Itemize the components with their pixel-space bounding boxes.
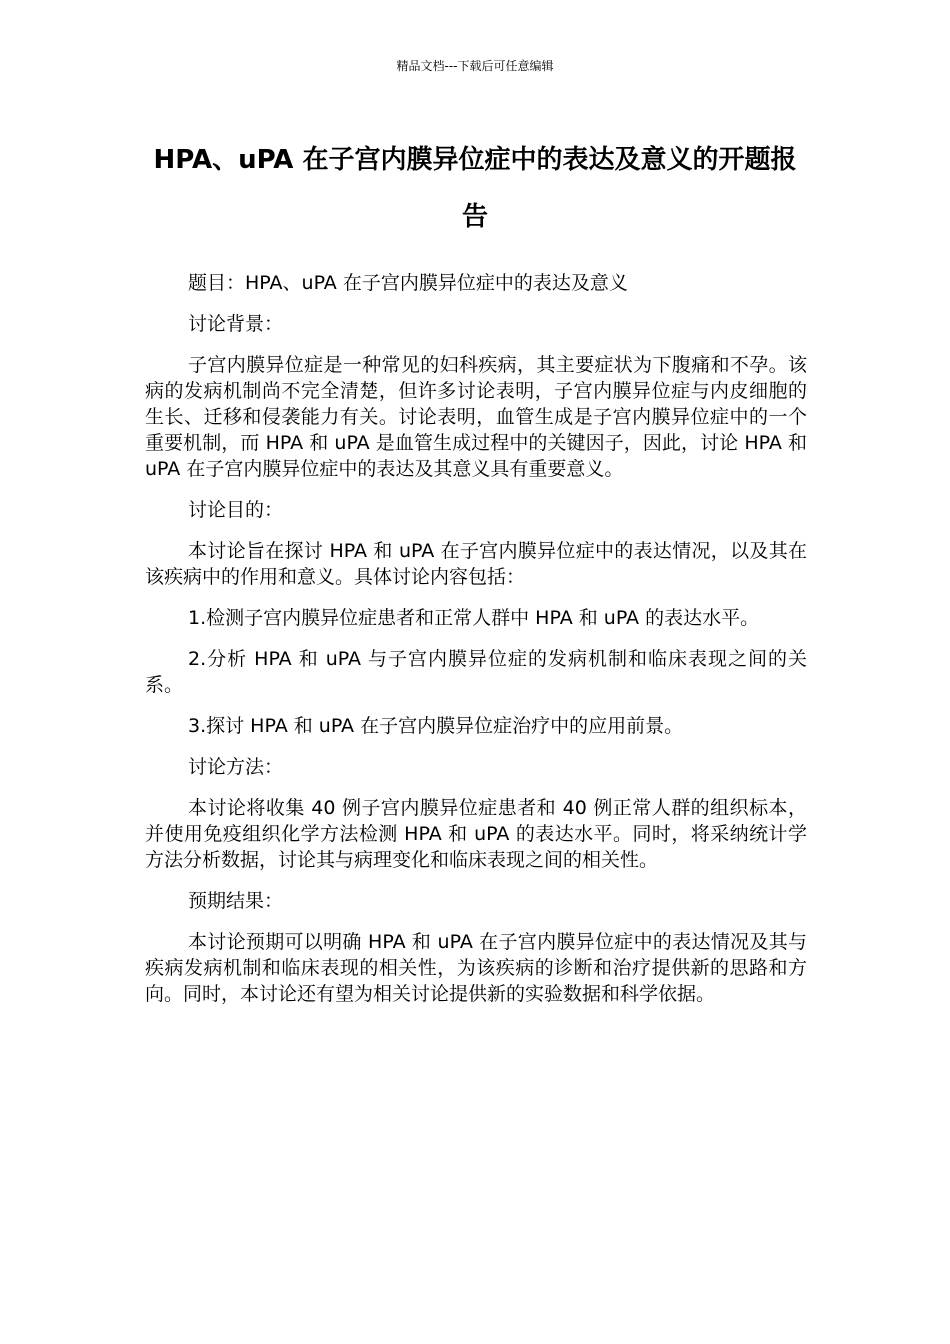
objective-item-1: 1.检测子宫内膜异位症患者和正常人群中 HPA 和 uPA 的表达水平。	[188, 607, 760, 629]
expected-results-paragraph: 本讨论预期可以明确 HPA 和 uPA 在子宫内膜异位症中的表达情况及其与疾病发病机制和临床表现的相关性，为该疾病的诊断和治疗提供新的思路和方向。同时，本讨论还有望为相关讨论提供新的实验数据和科学依据。	[145, 931, 807, 1005]
document-title: HPA、uPA 在子宫内膜异位症中的表达及意义的开题报告	[153, 145, 797, 232]
topic-line: 题目：HPA、uPA 在子宫内膜异位症中的表达及意义	[188, 272, 628, 294]
document-body	[145, 270, 807, 1022]
objective-item-3: 3.探讨 HPA 和 uPA 在子宫内膜异位症治疗中的应用前景。	[188, 715, 684, 737]
objective-paragraph: 本讨论旨在探讨 HPA 和 uPA 在子宫内膜异位症中的表达情况，以及其在该疾病中的作用和意义。具体讨论内容包括：	[145, 540, 807, 588]
page-header: 精品文档---下载后可任意编辑	[396, 59, 554, 73]
section-heading-methods: 讨论方法：	[188, 756, 284, 778]
background-paragraph: 子宫内膜异位症是一种常见的妇科疾病，其主要症状为下腹痛和不孕。该病的发病机制尚不完全清楚，但许多讨论表明，子宫内膜异位症与内皮细胞的生长、迁移和侵袭能力有关。讨论表明，血管生成是子宫内膜异位症中的一个重要机制，而 HPA 和 uPA 是血管生成过程中的关键因子，因此，讨论 HPA 和 uPA 在子宫内膜异位症中的表达及其意义具有重要意义。	[145, 354, 807, 480]
objective-item-2: 2.分析 HPA 和 uPA 与子宫内膜异位症的发病机制和临床表现之间的关系。	[145, 648, 807, 696]
section-heading-objective: 讨论目的：	[188, 499, 284, 521]
methods-paragraph: 本讨论将收集 40 例子宫内膜异位症患者和 40 例正常人群的组织标本，并使用免疫组织化学方法检测 HPA 和 uPA 的表达水平。同时，将采纳统计学方法分析数据，讨论其与病理变化和临床表现之间的相关性。	[145, 797, 807, 871]
section-heading-background: 讨论背景：	[188, 313, 284, 335]
section-heading-expected-results: 预期结果：	[188, 890, 284, 912]
